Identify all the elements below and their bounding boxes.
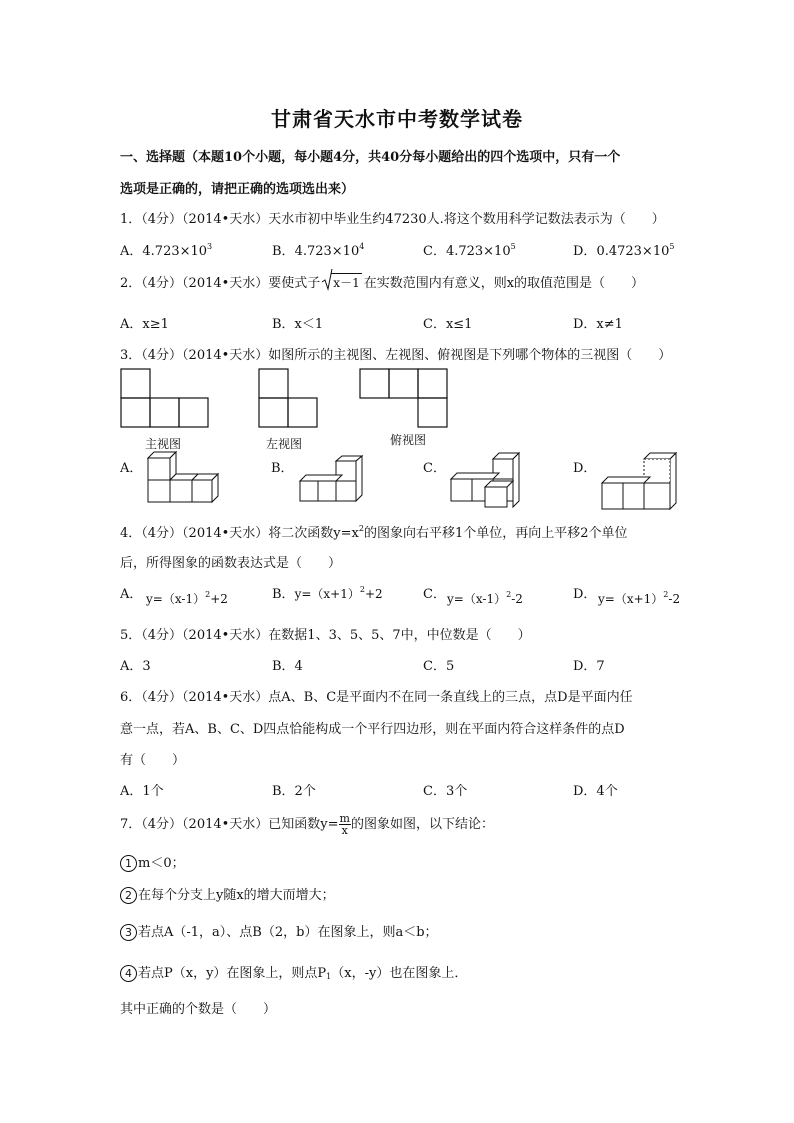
question-6-stem-line-3: 有（ ） bbox=[120, 753, 186, 768]
question-6-option-c[interactable]: C．3个 bbox=[423, 784, 468, 799]
option-d-solid-figure[interactable] bbox=[600, 451, 680, 511]
question-4-stem-line-1 bbox=[120, 522, 628, 541]
option-tail: +2 bbox=[210, 592, 228, 606]
option-label: D． bbox=[573, 244, 597, 259]
question-1-stem: 1．（4分）（2014•天水）天水市初中毕业生约47230人.将这个数用科学记数法表示为（ ） bbox=[120, 212, 665, 227]
fraction-denominator: x bbox=[341, 824, 348, 837]
option-exponent: 4 bbox=[359, 242, 365, 251]
question-4-option-d[interactable] bbox=[598, 590, 680, 607]
top-view-figure bbox=[359, 368, 451, 430]
question-1-option-d[interactable] bbox=[573, 240, 674, 259]
square-root bbox=[322, 273, 361, 291]
question-4-option-c-label[interactable]: C． bbox=[423, 587, 446, 602]
stem-prefix: 2．（4分）（2014•天水）要使式子 bbox=[120, 276, 321, 291]
question-4-stem-line-2: 后，所得图象的函数表达式是（ ） bbox=[120, 556, 342, 571]
stem-prefix: 4．（4分）（2014•天水）将二次函数y=x bbox=[120, 526, 359, 541]
question-4-option-d-label[interactable]: D． bbox=[573, 587, 597, 602]
left-view-caption: 左视图 bbox=[266, 437, 303, 451]
left-view-figure bbox=[258, 368, 320, 430]
front-view-figure bbox=[120, 368, 212, 430]
conclusion-1 bbox=[120, 852, 185, 872]
question-5-option-b[interactable]: B．4 bbox=[272, 659, 303, 674]
option-c-solid-figure[interactable] bbox=[449, 451, 521, 509]
conclusion-3 bbox=[120, 921, 438, 941]
top-view-caption: 俯视图 bbox=[390, 433, 427, 447]
option-label: B． bbox=[272, 587, 295, 602]
option-mantissa: 4.723×10 bbox=[142, 244, 208, 259]
question-5-option-a[interactable]: A．3 bbox=[120, 659, 151, 674]
question-3-stem: 3．（4分）（2014•天水）如图所示的主视图、左视图、俯视图是下列哪个物体的三视图（ ） bbox=[120, 348, 672, 363]
question-3-option-d-label[interactable]: D． bbox=[573, 461, 597, 476]
option-mantissa: 0.4723×10 bbox=[596, 244, 670, 259]
option-exponent: 2 bbox=[205, 590, 211, 599]
question-2-option-c[interactable]: C．x≤1 bbox=[423, 317, 473, 332]
option-tail: -2 bbox=[511, 592, 523, 606]
question-4-option-a[interactable] bbox=[146, 590, 228, 607]
stem-suffix: 的图象如图，以下结论： bbox=[350, 817, 494, 832]
question-1-option-c[interactable] bbox=[423, 240, 516, 259]
option-exponent: 5 bbox=[510, 242, 516, 251]
question-5-option-c[interactable]: C．5 bbox=[423, 659, 455, 674]
question-6-option-d[interactable]: D．4个 bbox=[573, 784, 618, 799]
question-6-option-a[interactable]: A．1个 bbox=[120, 784, 164, 799]
question-3-option-b-label[interactable]: B． bbox=[271, 461, 294, 476]
option-base: y=（x+1） bbox=[294, 587, 360, 601]
option-mantissa: 4.723×10 bbox=[294, 244, 360, 259]
question-4-option-a-label[interactable]: A． bbox=[120, 587, 143, 602]
question-2-option-b[interactable]: B．x＜1 bbox=[272, 317, 324, 332]
option-base: y=（x-1） bbox=[447, 592, 507, 606]
option-exponent: 2 bbox=[506, 590, 512, 599]
page-title: 甘肃省天水市中考数学试卷 bbox=[271, 107, 523, 131]
option-base: y=（x+1） bbox=[598, 592, 664, 606]
radical-sign-icon bbox=[322, 269, 332, 291]
option-label: A． bbox=[120, 244, 143, 259]
option-b-solid-figure[interactable] bbox=[298, 455, 366, 505]
stem-suffix: 的图象向右平移1个单位，再向上平移2个单位 bbox=[363, 526, 628, 541]
question-2-option-a[interactable]: A．x≥1 bbox=[120, 317, 169, 332]
stem-suffix: 在实数范围内有意义，则x的取值范围是（ ） bbox=[363, 276, 645, 291]
question-7-stem bbox=[120, 813, 494, 836]
radicand: x－1 bbox=[331, 273, 361, 291]
question-2-stem bbox=[120, 272, 644, 291]
question-6-stem-line-1: 6．（4分）（2014•天水）点A、B、C是平面内不在同一条直线上的三点，点D是平面内任 bbox=[120, 690, 633, 705]
conclusion-text: 若点A（-1，a）、点B（2，b）在图象上，则a＜b； bbox=[138, 925, 438, 940]
circled-number-3: 3 bbox=[120, 924, 137, 941]
question-5-stem: 5．（4分）（2014•天水）在数据1、3、5、5、7中，中位数是（ ） bbox=[120, 628, 531, 643]
question-7-closing: 其中正确的个数是（ ） bbox=[120, 1002, 277, 1017]
stem-exponent: 2 bbox=[358, 524, 364, 533]
question-5-option-d[interactable]: D．7 bbox=[573, 659, 605, 674]
circled-number-2: 2 bbox=[120, 887, 137, 904]
option-base: y=（x-1） bbox=[146, 592, 206, 606]
question-1-option-b[interactable] bbox=[272, 240, 364, 259]
option-a-solid-figure[interactable] bbox=[146, 450, 220, 506]
subscript: 1 bbox=[326, 972, 332, 981]
question-1-option-a[interactable] bbox=[120, 240, 212, 259]
conclusion-2 bbox=[120, 884, 335, 904]
conclusion-text-tail: （x，-y）也在图象上． bbox=[331, 966, 468, 981]
option-tail: -2 bbox=[668, 592, 681, 606]
question-3-option-a-label[interactable]: A． bbox=[120, 461, 143, 476]
question-2-option-d[interactable]: D．x≠1 bbox=[573, 317, 623, 332]
section-header-line-1: 一、选择题（本题10个小题，每小题4分，共40分每小题给出的四个选项中，只有一个 bbox=[120, 150, 621, 165]
section-header-line-2: 选项是正确的，请把正确的选项选出来） bbox=[120, 182, 355, 197]
conclusion-text: 在每个分支上y随x的增大而增大； bbox=[138, 888, 335, 903]
conclusion-4 bbox=[120, 962, 467, 982]
option-exponent: 2 bbox=[663, 590, 669, 599]
question-4-option-c[interactable] bbox=[447, 590, 523, 607]
conclusion-text: m＜0； bbox=[138, 856, 185, 871]
question-6-stem-line-2: 意一点，若A、B、C、D四点恰能构成一个平行四边形，则在平面内符合这样条件的点D bbox=[120, 722, 625, 737]
conclusion-text: 若点P（x，y）在图象上，则点P bbox=[138, 966, 327, 981]
fraction-numerator: m bbox=[339, 812, 350, 825]
circled-number-4: 4 bbox=[120, 965, 137, 982]
option-exponent: 5 bbox=[669, 242, 675, 251]
question-6-option-b[interactable]: B．2个 bbox=[272, 784, 316, 799]
option-label: C． bbox=[423, 244, 446, 259]
question-3-option-c-label[interactable]: C． bbox=[423, 461, 446, 476]
option-label: B． bbox=[272, 244, 295, 259]
stem-prefix: 7．（4分）（2014•天水）已知函数y= bbox=[120, 817, 339, 832]
fraction bbox=[339, 813, 351, 836]
circled-number-1: 1 bbox=[120, 855, 137, 872]
front-view-caption: 主视图 bbox=[145, 437, 182, 451]
option-mantissa: 4.723×10 bbox=[445, 244, 511, 259]
option-exponent: 2 bbox=[359, 585, 365, 594]
question-4-option-b[interactable] bbox=[272, 583, 383, 602]
option-exponent: 3 bbox=[207, 242, 213, 251]
option-tail: +2 bbox=[364, 587, 383, 601]
